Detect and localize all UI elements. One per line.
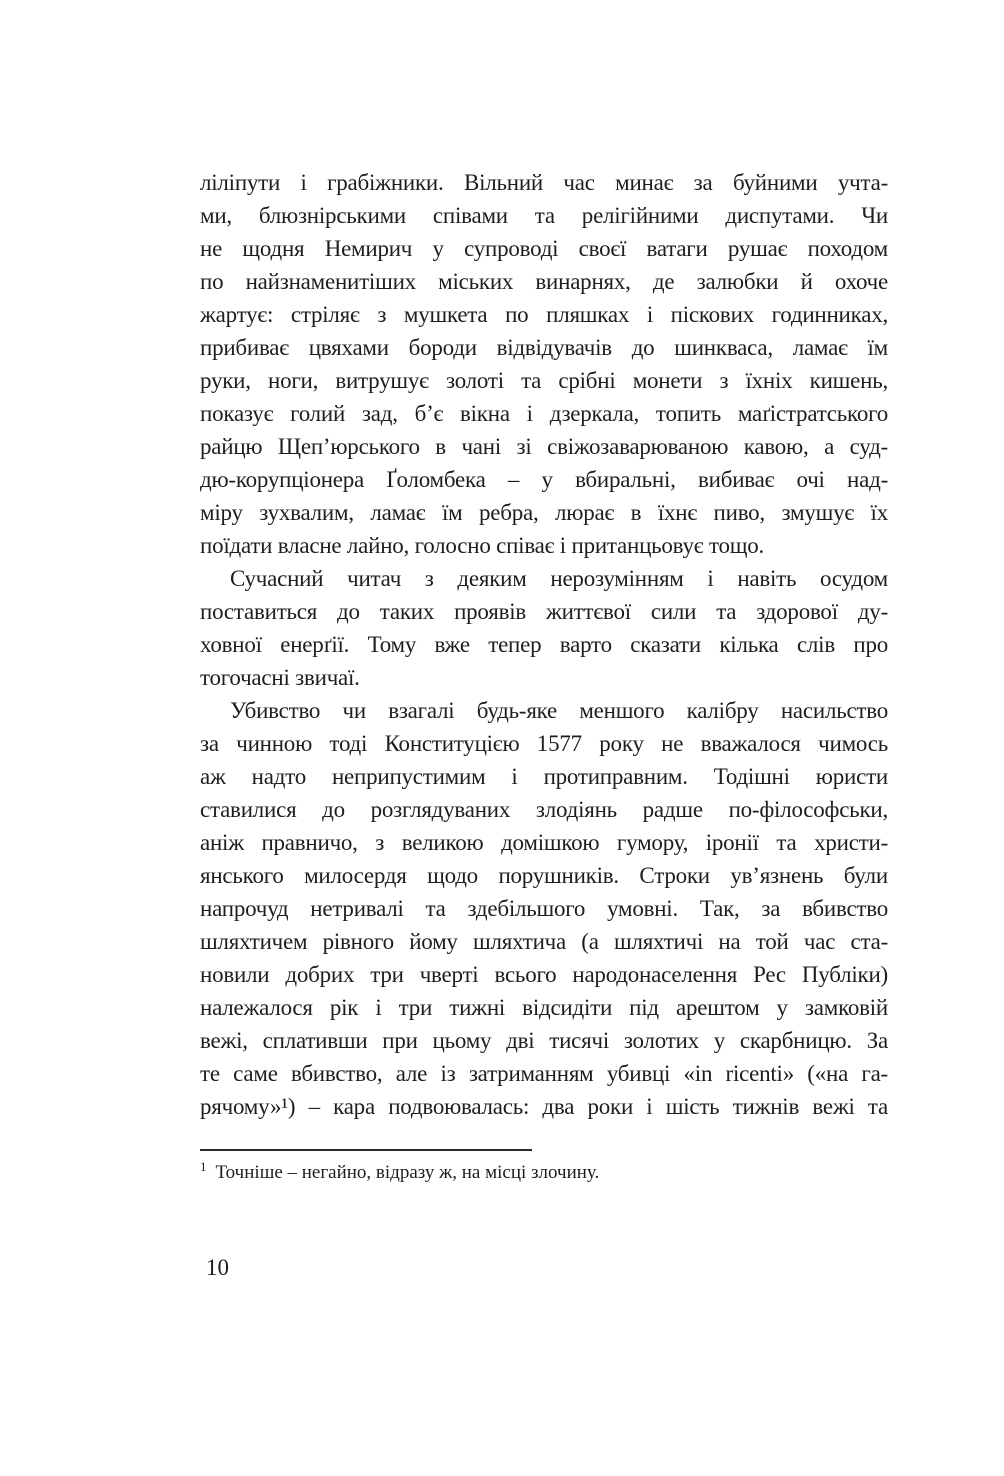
text-line: дю-корупціонера Ґоломбека – у вбиральні, вибиває очі над-: [200, 467, 888, 492]
text-line: ліліпути і грабіжники. Вільний час минає за буйними учта-: [200, 170, 888, 195]
text-line: тогочасні звичаї.: [200, 665, 360, 690]
paragraph: [200, 694, 888, 1123]
footnote-separator: [200, 1149, 532, 1151]
footnote-marker: 1: [200, 1158, 207, 1174]
text-line: по найзнаменитіших міських винарнях, де залюбки й охоче: [200, 269, 888, 294]
page-number: 10: [206, 1255, 229, 1280]
text-line: ми, блюзнірськими співами та релігійними диспутами. Чи: [200, 203, 888, 228]
paragraph: [200, 166, 888, 562]
text-line: поставиться до таких проявів життєвої сили та здорової ду-: [200, 599, 888, 624]
text-line: ховної енерґії. Тому вже тепер варто сказати кілька слів про: [200, 632, 888, 657]
text-line: янського милосердя щодо порушників. Строки ув’язнень були: [200, 863, 888, 888]
text-line: прибиває цвяхами бороди відвідувачів до шинкваса, ламає їм: [200, 335, 888, 360]
text-line: належалося рік і три тижні відсидіти під арештом у замковій: [200, 995, 888, 1020]
text-line: за чинною тоді Конституцією 1577 року не вважалося чимось: [200, 731, 888, 756]
paragraph: [200, 562, 888, 694]
text-line: райцю Щеп’юрського в чані зі свіжозаварюваною кавою, а суд-: [200, 434, 888, 459]
text-line: жартує: стріляє з мушкета по пляшках і піскових годинниках,: [200, 302, 888, 327]
text-line: аніж правничо, з великою домішкою гумору, іронії та христи-: [200, 830, 888, 855]
text-line: напрочуд нетривалі та здебільшого умовні. Так, за вбивство: [200, 896, 888, 921]
text-line: шляхтичем рівного йому шляхтича (а шляхтичі на той час ста-: [200, 929, 888, 954]
text-line: Убивство чи взагалі будь-яке меншого калібру насильство: [230, 698, 888, 723]
body-text: [200, 166, 888, 1123]
text-line: Сучасний читач з деяким нерозумінням і навіть осудом: [230, 566, 888, 591]
text-line: те саме вбивство, але із затриманням убивці «in ricenti» («на га-: [200, 1061, 888, 1086]
text-line: міру зухвалим, ламає їм ребра, люрає в їхнє пиво, змушує їх: [200, 500, 888, 525]
footnote: [200, 1160, 888, 1186]
text-line: рячому»¹) – кара подвоювалась: два роки і шість тижнів вежі та: [200, 1094, 888, 1119]
text-line: ставилися до розглядуваних злодіянь радше по-філософськи,: [200, 797, 888, 822]
text-line: аж надто неприпустимим і протиправним. Тодішні юристи: [200, 764, 888, 789]
footnote-text: Точніше – негайно, відразу ж, на місці злочину.: [215, 1162, 600, 1183]
text-line: показує голий зад, б’є вікна і дзеркала, топить маґістратського: [200, 401, 888, 426]
text-line: новили добрих три чверті всього народонаселення Рес Публіки): [200, 962, 888, 987]
text-line: поїдати власне лайно, голосно співає і пританцьовує тощо.: [200, 533, 765, 558]
text-line: руки, ноги, витрушує золоті та срібні монети з їхніх кишень,: [200, 368, 888, 393]
text-line: не щодня Немирич у супроводі своєї ватаги рушає походом: [200, 236, 888, 261]
text-line: вежі, сплативши при цьому дві тисячі золотих у скарбницю. За: [200, 1028, 888, 1053]
